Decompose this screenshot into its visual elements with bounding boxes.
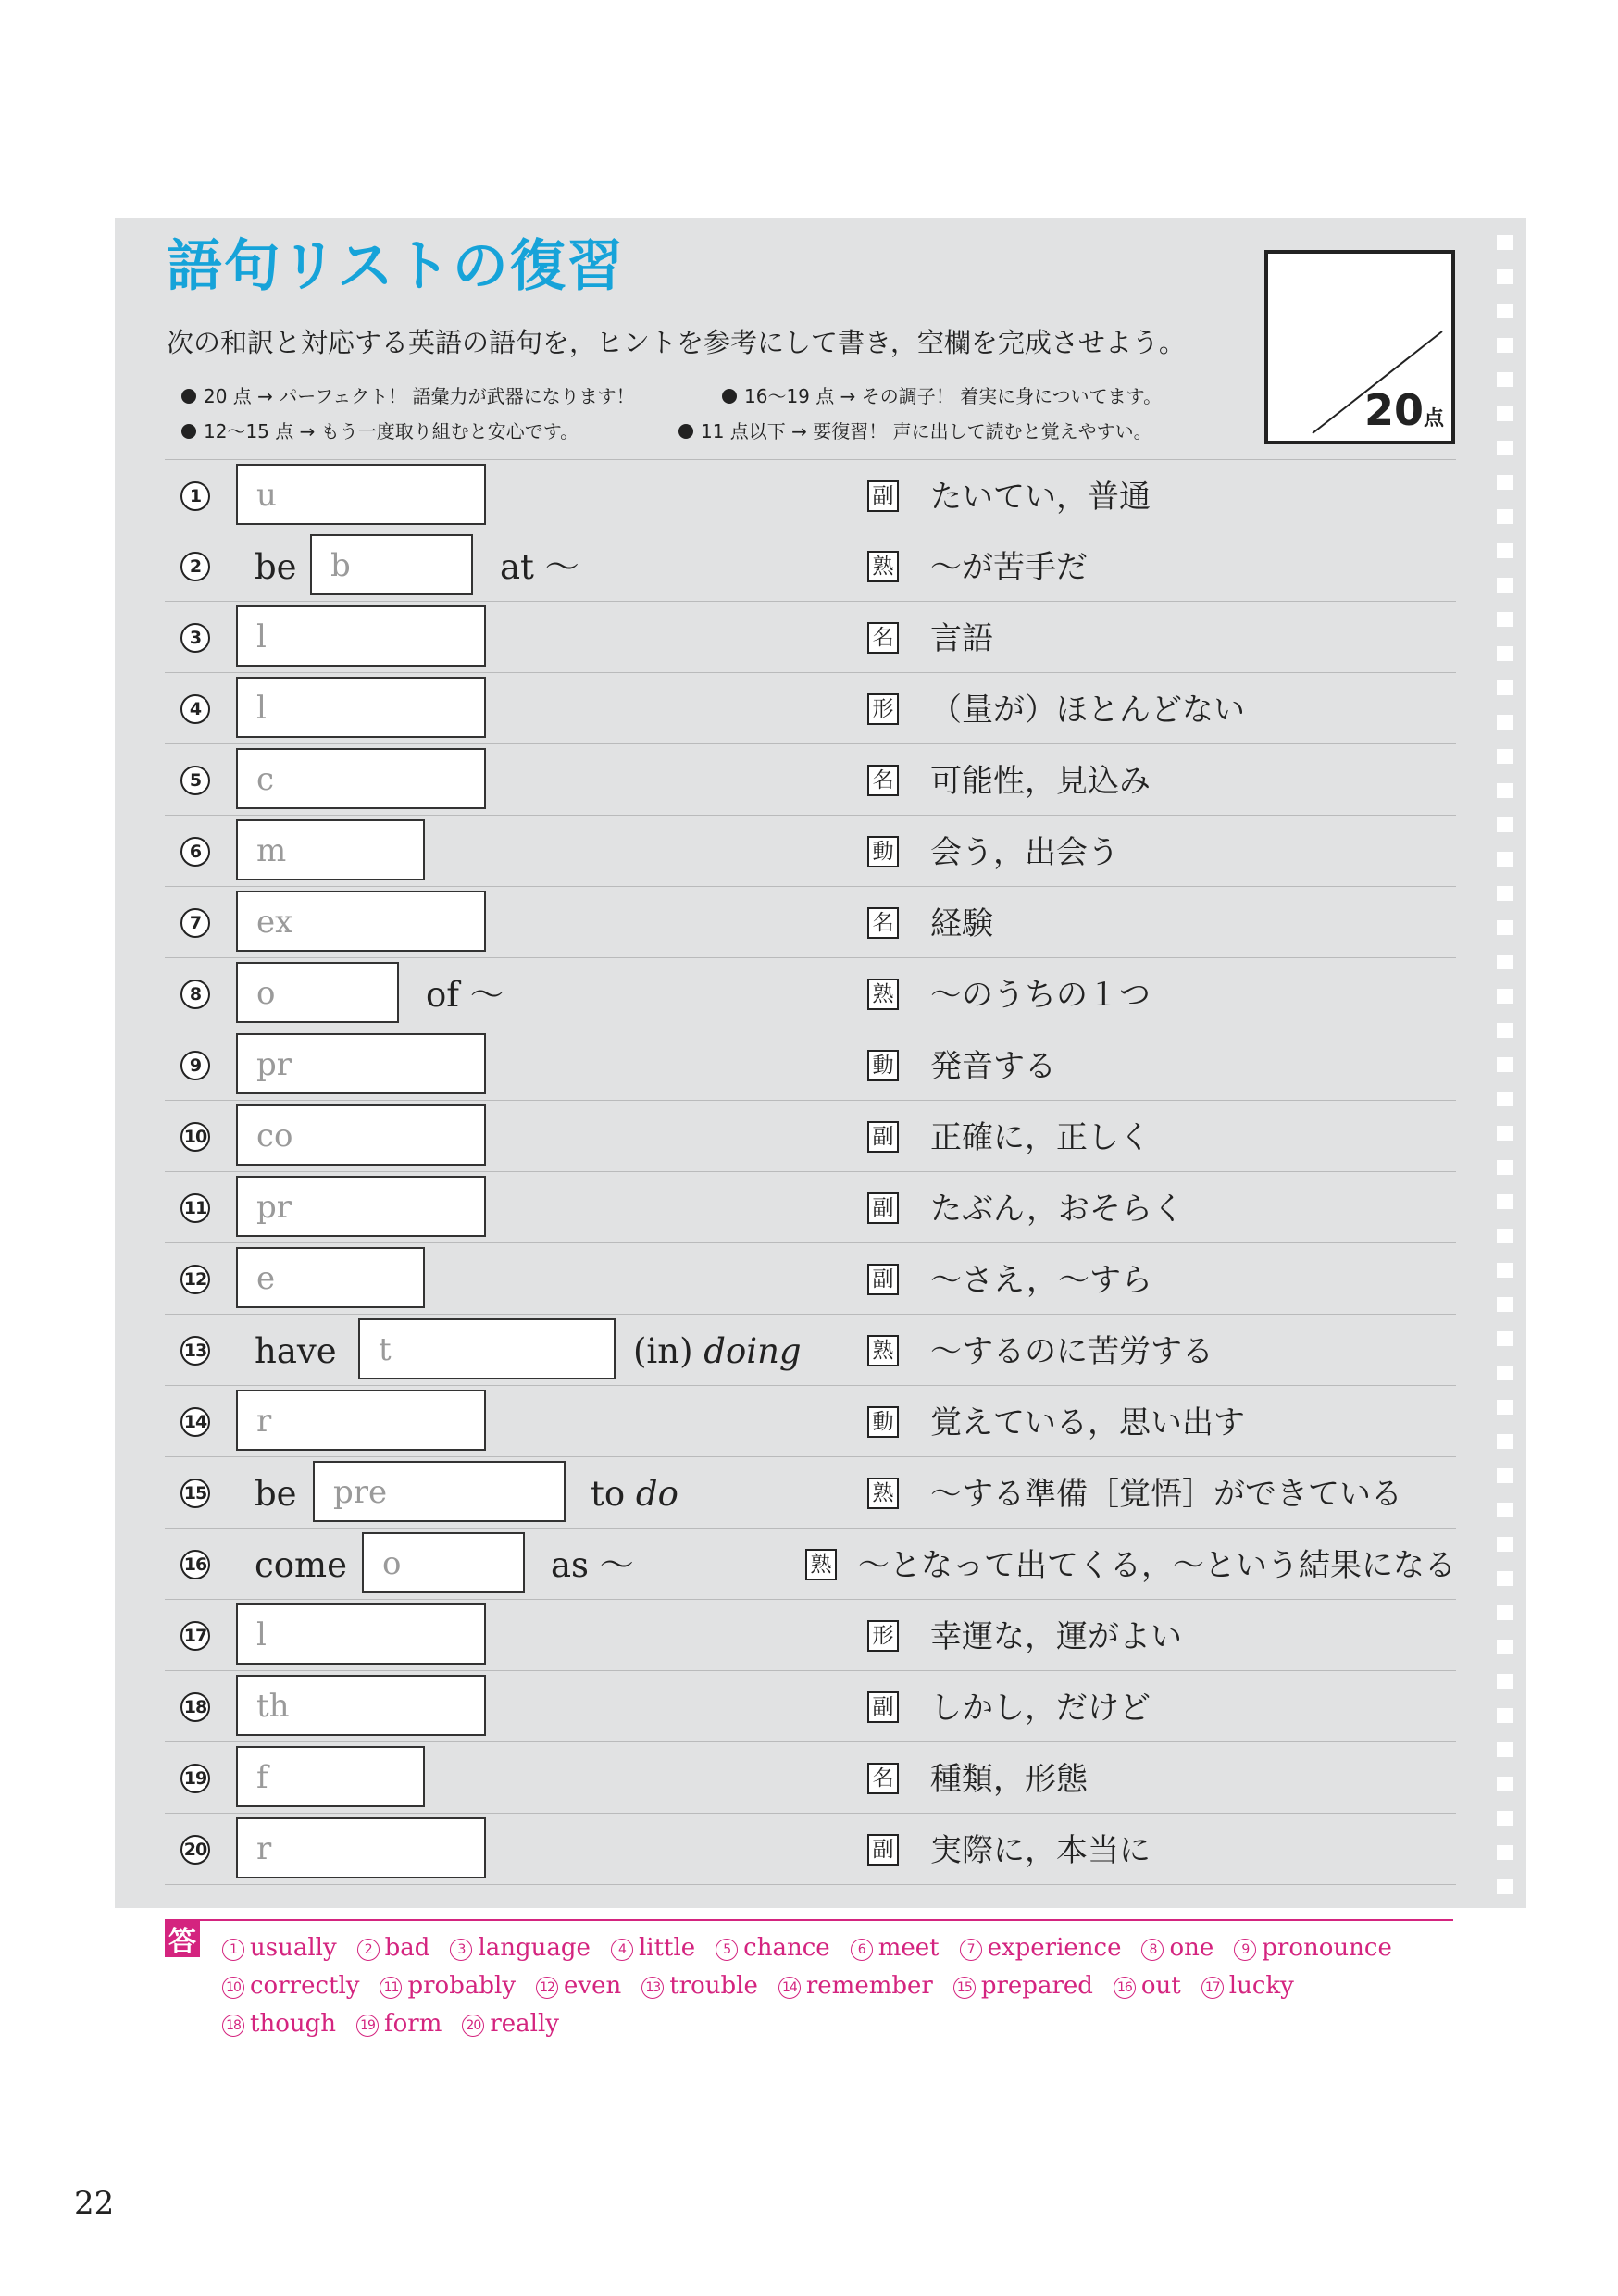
score-box[interactable]: [1264, 250, 1455, 444]
answer-item: [778, 1967, 933, 2005]
bullet-icon: [181, 389, 196, 404]
perforation-hole: [1497, 1194, 1513, 1209]
answer-blank[interactable]: f: [236, 1746, 425, 1807]
answer-item: [1201, 1967, 1294, 2005]
vocab-row: [165, 602, 1456, 673]
part-of-speech-badge: 熟: [867, 551, 899, 582]
perforation-hole: [1497, 578, 1513, 593]
answer-item: [960, 1929, 1122, 1967]
answer-line: [222, 1967, 1467, 2005]
answer-word: remember: [805, 1972, 933, 2000]
item-number-icon: 19: [180, 1764, 210, 1793]
japanese-meaning: （量が）ほとんどない: [930, 692, 1245, 729]
japanese-meaning: 種類，形態: [930, 1761, 1088, 1798]
criteria-item: 16〜19 点 → その調子！ 着実に身についてます。: [722, 381, 1162, 408]
perforation-hole: [1497, 235, 1513, 250]
item-number-icon: 17: [180, 1621, 210, 1651]
perforation-hole: [1497, 1366, 1513, 1380]
phrase-prefix: be: [255, 1474, 297, 1514]
perforation-hole: [1497, 783, 1513, 798]
perforation-hole: [1497, 1845, 1513, 1860]
answer-number-icon: 20: [462, 2015, 484, 2037]
japanese-meaning: 〜となって出てくる，〜という結果になる: [858, 1547, 1456, 1584]
perforation-hole: [1497, 852, 1513, 867]
answer-number-icon: 6: [851, 1939, 873, 1961]
japanese-meaning: 経験: [930, 905, 993, 942]
bullet-icon: [678, 424, 693, 439]
perforation-hole: [1497, 1126, 1513, 1141]
answer-blank[interactable]: e: [236, 1247, 425, 1308]
part-of-speech-badge: 名: [867, 907, 899, 939]
item-number-icon: 11: [180, 1193, 210, 1223]
answer-blank[interactable]: r: [236, 1817, 486, 1878]
criteria-item: 11 点以下 → 要復習！ 声に出して読むと覚えやすい。: [678, 417, 1152, 443]
perforation-hole: [1497, 304, 1513, 318]
answer-word: really: [490, 2010, 559, 2038]
part-of-speech-badge: 動: [867, 836, 899, 867]
answer-line: [222, 2005, 1467, 2043]
answer-blank[interactable]: o: [236, 962, 399, 1023]
instruction-text: 次の和訳と対応する英語の語句を，ヒントを参考にして書き，空欄を完成させよう。: [167, 327, 1186, 358]
japanese-meaning: 可能性，見込み: [930, 763, 1151, 800]
answer-blank[interactable]: t: [358, 1318, 616, 1379]
answer-word: out: [1140, 1972, 1181, 2000]
answer-item: [1114, 1967, 1181, 2005]
vocab-row: [165, 459, 1456, 530]
criteria-item: 12〜15 点 → もう一度取り組むと安心です。: [181, 417, 579, 443]
item-number-icon: 18: [180, 1692, 210, 1722]
vocab-row: [165, 530, 1456, 602]
vocab-row: [165, 1315, 1456, 1386]
item-number-icon: 2: [180, 552, 210, 581]
perforation-hole: [1497, 1571, 1513, 1586]
japanese-meaning: 正確に，正しく: [930, 1119, 1151, 1156]
answer-blank[interactable]: pr: [236, 1033, 486, 1094]
answer-number-icon: 18: [222, 2015, 244, 2037]
item-number-icon: 8: [180, 980, 210, 1009]
answer-item: [716, 1929, 830, 1967]
part-of-speech-badge: 名: [867, 765, 899, 796]
perforation-hole: [1497, 612, 1513, 627]
part-of-speech-badge: 副: [867, 1264, 899, 1295]
vocab-row: [165, 1600, 1456, 1671]
answer-blank[interactable]: pr: [236, 1176, 486, 1237]
item-number-icon: 3: [180, 623, 210, 653]
answer-line: [222, 1929, 1467, 1967]
vocab-list: [165, 459, 1456, 1885]
perforation-hole: [1497, 1777, 1513, 1791]
answer-number-icon: 19: [356, 2015, 379, 2037]
vocab-row: [165, 1029, 1456, 1101]
phrase-suffix: as 〜: [551, 1545, 634, 1585]
answer-item: [222, 1929, 337, 1967]
answer-blank[interactable]: m: [236, 819, 425, 880]
item-number-icon: 6: [180, 837, 210, 867]
perforation-hole: [1497, 955, 1513, 969]
answer-word: even: [564, 1972, 622, 2000]
japanese-meaning: 幸運な，運がよい: [930, 1618, 1182, 1655]
perforation-hole: [1497, 1742, 1513, 1757]
perforation-hole: [1497, 1331, 1513, 1346]
part-of-speech-badge: 熟: [805, 1549, 837, 1580]
part-of-speech-badge: 副: [867, 1834, 899, 1866]
perforation-hole: [1497, 1160, 1513, 1175]
perforation-hole: [1497, 1434, 1513, 1449]
perforation-hole: [1497, 989, 1513, 1004]
answer-word: lucky: [1228, 1972, 1294, 2000]
answer-item: [1141, 1929, 1214, 1967]
vocab-row: [165, 1101, 1456, 1172]
perforation-hole: [1497, 1263, 1513, 1278]
japanese-meaning: たぶん，おそらく: [930, 1191, 1185, 1228]
japanese-meaning: しかし，だけど: [930, 1690, 1151, 1727]
answer-number-icon: 12: [536, 1977, 558, 1999]
answer-item: [1234, 1929, 1392, 1967]
part-of-speech-badge: 熟: [867, 1478, 899, 1509]
answer-word: probably: [407, 1972, 517, 2000]
answer-item: [357, 1929, 430, 1967]
vocab-row: [165, 958, 1456, 1029]
vocab-row: [165, 744, 1456, 816]
japanese-meaning: 〜するのに苦労する: [930, 1333, 1214, 1370]
answer-word: language: [478, 1934, 591, 1962]
part-of-speech-badge: 副: [867, 1691, 899, 1723]
answer-item: [222, 1967, 359, 2005]
answer-blank[interactable]: l: [236, 1603, 486, 1665]
vocab-row: [165, 887, 1456, 958]
answer-number-icon: 7: [960, 1939, 982, 1961]
score-total: 20点: [1363, 385, 1444, 435]
item-number-icon: 9: [180, 1051, 210, 1080]
vocab-row: [165, 1386, 1456, 1457]
vocab-row: [165, 1814, 1456, 1885]
perforation-hole: [1497, 1092, 1513, 1106]
answer-item: [450, 1929, 590, 1967]
answer-blank[interactable]: b: [310, 534, 473, 595]
item-number-icon: 4: [180, 694, 210, 724]
bullet-icon: [722, 389, 737, 404]
perforation-hole: [1497, 1468, 1513, 1483]
answer-blank[interactable]: ex: [236, 891, 486, 952]
perforation-hole: [1497, 269, 1513, 284]
perforation-hole: [1497, 749, 1513, 764]
answer-word: bad: [384, 1934, 430, 1962]
answer-word: prepared: [980, 1972, 1093, 2000]
answer-word: trouble: [669, 1972, 758, 2000]
answer-key: [222, 1929, 1467, 2043]
answer-item: [641, 1967, 758, 2005]
answer-item: [953, 1967, 1093, 2005]
answer-word: one: [1169, 1934, 1214, 1962]
part-of-speech-badge: 名: [867, 1763, 899, 1794]
vocab-row: [165, 1529, 1456, 1600]
phrase-prefix: be: [255, 547, 297, 587]
perforation-hole: [1497, 1674, 1513, 1689]
answer-number-icon: 5: [716, 1939, 738, 1961]
answer-item: [851, 1929, 940, 1967]
answer-word: chance: [743, 1934, 830, 1962]
answer-item: [222, 2005, 336, 2043]
part-of-speech-badge: 形: [867, 693, 899, 725]
perforation-hole: [1497, 715, 1513, 730]
answer-blank[interactable]: l: [236, 605, 486, 667]
perforation-hole: [1497, 475, 1513, 490]
part-of-speech-badge: 熟: [867, 1335, 899, 1366]
phrase-prefix: come: [255, 1545, 347, 1585]
answer-blank[interactable]: l: [236, 677, 486, 738]
answer-number-icon: 13: [641, 1977, 664, 1999]
japanese-meaning: 〜のうちの１つ: [930, 977, 1151, 1014]
perforation-hole: [1497, 817, 1513, 832]
answer-word: little: [638, 1934, 696, 1962]
item-number-icon: 5: [180, 766, 210, 795]
bullet-icon: [181, 424, 196, 439]
perforation-hole: [1497, 1503, 1513, 1517]
vocab-row: [165, 673, 1456, 744]
answer-word: though: [250, 2010, 336, 2038]
perforation-hole: [1497, 1640, 1513, 1654]
item-number-icon: 14: [180, 1407, 210, 1437]
answer-number-icon: 14: [778, 1977, 801, 1999]
part-of-speech-badge: 名: [867, 622, 899, 654]
criteria-item: 20 点 → パーフェクト！ 語彙力が武器になります！: [181, 381, 635, 408]
phrase-suffix: (in) doing: [633, 1331, 802, 1371]
answer-number-icon: 1: [222, 1939, 244, 1961]
vocab-row: [165, 1671, 1456, 1742]
answer-item: [380, 1967, 516, 2005]
item-number-icon: 15: [180, 1479, 210, 1508]
japanese-meaning: たいてい，普通: [930, 479, 1151, 516]
perforated-edge: [1486, 218, 1526, 1908]
perforation-hole: [1497, 1605, 1513, 1620]
vocab-row: [165, 1457, 1456, 1529]
answer-word: usually: [250, 1934, 337, 1962]
answer-blank[interactable]: c: [236, 748, 486, 809]
answer-number-icon: 15: [953, 1977, 976, 1999]
perforation-hole: [1497, 1879, 1513, 1894]
answer-blank[interactable]: co: [236, 1104, 486, 1166]
vocab-row: [165, 816, 1456, 887]
answer-number-icon: 16: [1114, 1977, 1136, 1999]
perforation-hole: [1497, 1057, 1513, 1072]
item-number-icon: 20: [180, 1835, 210, 1865]
page-number: 22: [74, 2185, 115, 2222]
perforation-hole: [1497, 1811, 1513, 1826]
perforation-hole: [1497, 406, 1513, 421]
japanese-meaning: 発音する: [930, 1048, 1056, 1085]
answer-word: form: [383, 2010, 442, 2038]
japanese-meaning: 会う，出会う: [930, 834, 1119, 871]
japanese-meaning: 〜が苦手だ: [930, 549, 1088, 586]
answer-blank[interactable]: th: [236, 1675, 486, 1736]
answer-word: experience: [987, 1934, 1122, 1962]
answer-label: 答: [165, 1920, 200, 1957]
japanese-meaning: 覚えている，思い出す: [930, 1404, 1245, 1441]
answer-word: meet: [877, 1934, 940, 1962]
answer-number-icon: 3: [450, 1939, 472, 1961]
answer-blank[interactable]: pre: [313, 1461, 566, 1522]
perforation-hole: [1497, 680, 1513, 695]
answer-number-icon: 9: [1234, 1939, 1256, 1961]
vocab-row: [165, 1742, 1456, 1814]
answer-number-icon: 8: [1141, 1939, 1164, 1961]
answer-number-icon: 10: [222, 1977, 244, 1999]
perforation-hole: [1497, 1023, 1513, 1038]
phrase-prefix: have: [255, 1331, 337, 1371]
perforation-hole: [1497, 372, 1513, 387]
item-number-icon: 1: [180, 481, 210, 511]
japanese-meaning: 〜さえ，〜すら: [930, 1262, 1153, 1299]
phrase-suffix: to do: [591, 1474, 678, 1514]
perforation-hole: [1497, 1708, 1513, 1723]
item-number-icon: 13: [180, 1336, 210, 1366]
phrase-suffix: of 〜: [426, 975, 504, 1015]
part-of-speech-badge: 熟: [867, 979, 899, 1010]
answer-number-icon: 4: [611, 1939, 633, 1961]
part-of-speech-badge: 副: [867, 480, 899, 512]
item-number-icon: 12: [180, 1265, 210, 1294]
perforation-hole: [1497, 1229, 1513, 1243]
perforation-hole: [1497, 543, 1513, 558]
part-of-speech-badge: 動: [867, 1050, 899, 1081]
item-number-icon: 10: [180, 1122, 210, 1152]
answer-number-icon: 2: [357, 1939, 380, 1961]
answer-blank[interactable]: r: [236, 1390, 486, 1451]
item-number-icon: 16: [180, 1550, 210, 1579]
japanese-meaning: 実際に，本当に: [930, 1832, 1151, 1869]
perforation-hole: [1497, 886, 1513, 901]
answer-item: [462, 2005, 559, 2043]
part-of-speech-badge: 形: [867, 1620, 899, 1652]
perforation-hole: [1497, 646, 1513, 661]
answer-word: pronounce: [1262, 1934, 1392, 1962]
japanese-meaning: 〜する準備［覚悟］ができている: [930, 1476, 1402, 1513]
answer-item: [356, 2005, 442, 2043]
perforation-hole: [1497, 1537, 1513, 1552]
page-title: 語句リストの復習: [167, 234, 625, 299]
japanese-meaning: 言語: [930, 620, 993, 657]
answer-item: [536, 1967, 621, 2005]
perforation-hole: [1497, 509, 1513, 524]
answer-number-icon: 17: [1201, 1977, 1224, 1999]
part-of-speech-badge: 副: [867, 1121, 899, 1153]
perforation-hole: [1497, 920, 1513, 935]
part-of-speech-badge: 副: [867, 1192, 899, 1224]
answer-rule: [165, 1919, 1453, 1921]
vocab-row: [165, 1243, 1456, 1315]
answer-blank[interactable]: o: [362, 1532, 525, 1593]
answer-number-icon: 11: [380, 1977, 402, 1999]
perforation-hole: [1497, 338, 1513, 353]
answer-blank[interactable]: u: [236, 464, 486, 525]
perforation-hole: [1497, 1297, 1513, 1312]
part-of-speech-badge: 動: [867, 1406, 899, 1438]
phrase-suffix: at 〜: [500, 547, 579, 587]
item-number-icon: 7: [180, 908, 210, 938]
answer-word: correctly: [250, 1972, 360, 2000]
vocab-row: [165, 1172, 1456, 1243]
answer-item: [611, 1929, 695, 1967]
perforation-hole: [1497, 441, 1513, 455]
perforation-hole: [1497, 1400, 1513, 1415]
